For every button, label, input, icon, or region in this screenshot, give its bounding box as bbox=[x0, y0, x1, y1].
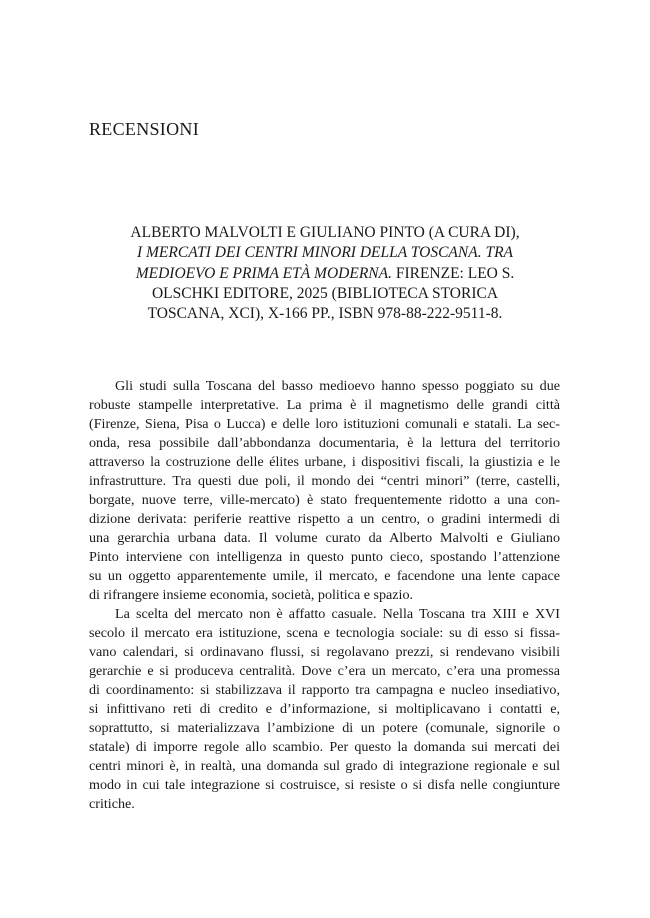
citation-line-editors: ALBERTO MALVOLTI E GIULIANO PINTO (A CURA DI), bbox=[130, 224, 520, 241]
body-line: (Firenze, Siena, Pisa o Lucca) e delle loro istituzioni comunali e statali. La sec- bbox=[89, 416, 560, 432]
body-line: di coordinamento: si stabilizzava il rapporto tra campagna e nucleo insediativo, bbox=[89, 682, 560, 698]
body-line: una gerarchia urbana data. Il volume curato da Alberto Malvolti e Giuliano bbox=[89, 530, 560, 546]
body-line: borgate, nuove terre, ville-mercato) è stato frequentemente ridotto a una con- bbox=[89, 492, 560, 508]
body-line: La scelta del mercato non è affatto casuale. Nella Toscana tra XIII e XVI bbox=[115, 606, 560, 622]
citation-line-title-2 bbox=[100, 264, 550, 284]
body-line: vano calendari, si ordinavano flussi, si regolavano prezzi, si rendevano visibili bbox=[89, 644, 560, 660]
body-line: Gli studi sulla Toscana del basso medioevo hanno spesso poggiato su due bbox=[115, 378, 560, 394]
body-line: di rifrangere insieme economia, società, politica e spazio. bbox=[89, 587, 414, 603]
citation-line-publisher: OLSCHKI EDITORE, 2025 (BIBLIOTECA STORICA bbox=[151, 284, 499, 302]
book-citation bbox=[100, 223, 550, 324]
body-line: modo in cui tale integrazione si costruisce, si resiste o si disfa nelle congiunture bbox=[89, 777, 560, 793]
citation-line-series: TOSCANA, XCI), X-166 PP., ISBN 978-88-222-9511-8. bbox=[147, 305, 503, 323]
body-line: si infittivano reti di credito e d’informazione, si moltiplicavano i contatti e, bbox=[89, 701, 560, 717]
body-line: su un oggetto apparentemente umile, il mercato, e facendone una lente capace bbox=[89, 568, 560, 584]
citation-title-end: MEDIOEVO E PRIMA ETÀ MODERNA. bbox=[135, 264, 392, 282]
body-line: robuste stampelle interpretative. La prima è il magnetismo delle grandi città bbox=[89, 397, 560, 413]
body-line: soprattutto, si materializzava l’ambizione di un potere (comunale, signorile o bbox=[89, 720, 560, 736]
body-line: dizione derivata: periferie reattive rispetto a un centro, o gradini intermedi di bbox=[89, 511, 560, 527]
body-line: secolo il mercato era istituzione, scena e tecnologia sociale: su di esso si fissa- bbox=[89, 625, 560, 641]
body-line: Pinto interviene con intelligenza in questo punto cieco, spostando l’attenzione bbox=[89, 549, 560, 565]
body-line: onda, resa possibile dall’abbondanza documentaria, è la lettura del territorio bbox=[89, 435, 560, 451]
section-heading: RECENSIONI bbox=[89, 119, 199, 139]
citation-line-title-1: I MERCATI DEI CENTRI MINORI DELLA TOSCANA. TRA bbox=[136, 244, 514, 262]
body-line: statale) di imporre regole allo scambio. Per questo la domanda sui mercati dei bbox=[89, 739, 560, 755]
body-line: attraverso la costruzione delle élites urbane, i dispositivi fiscali, la giustizia e le bbox=[89, 454, 560, 470]
citation-publisher-start: FIRENZE: LEO S. bbox=[391, 264, 515, 282]
review-body bbox=[89, 377, 560, 814]
body-line: centri minori è, in realtà, una domanda sul grado di integrazione regionale e sul bbox=[89, 758, 560, 774]
body-line: critiche. bbox=[89, 796, 135, 812]
body-line: gerarchie e si produceva centralità. Dove c’era un mercato, c’era una promessa bbox=[89, 663, 560, 679]
body-line: infrastrutture. Tra questi due poli, il mondo dei “centri minori” (terre, castelli, bbox=[89, 473, 560, 489]
